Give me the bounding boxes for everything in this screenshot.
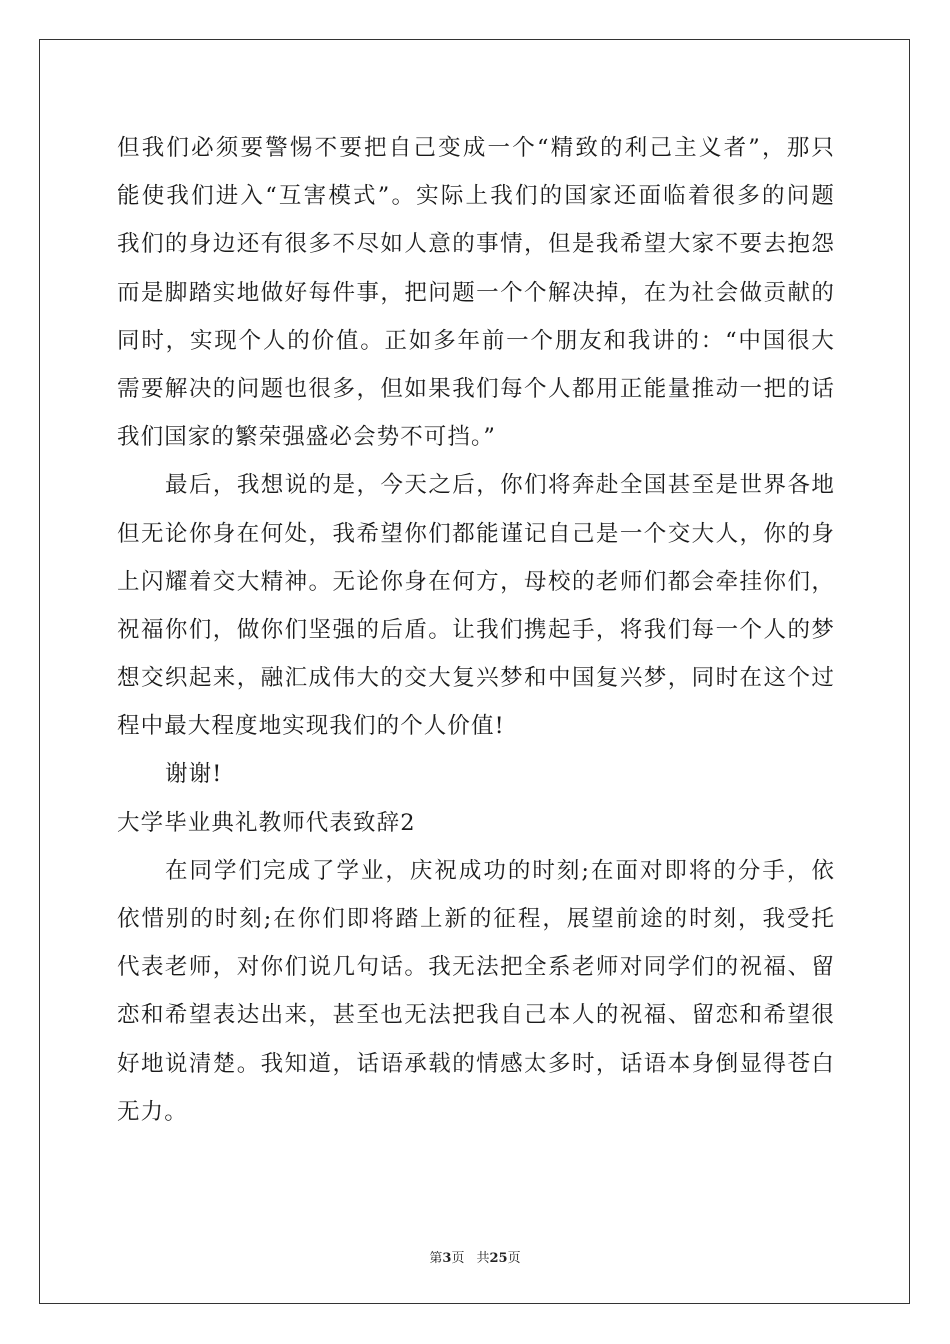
document-body [117,124,835,1136]
text-line: 祝福你们，做你们坚强的后盾。让我们携起手，将我们每一个人的梦 [117,616,835,643]
text-line: 程中最大程度地实现我们的个人价值! [117,713,505,740]
text-line: 无力。 [117,1098,188,1125]
text-line: 我们国家的繁荣强盛必会势不可挡。” [117,424,496,451]
text-line: 好地说清楚。我知道，话语承载的情感太多时，话语本身倒显得苍白 [117,1050,835,1077]
text-line: 想交织起来，融汇成伟大的交大复兴梦和中国复兴梦，同时在这个过 [117,665,835,692]
footer-prefix: 第 [429,1251,443,1266]
text-line: 在同学们完成了学业，庆祝成功的时刻;在面对即将的分手，依 [165,857,835,884]
total-pages: 25 [489,1251,508,1266]
footer-total-unit: 页 [507,1251,521,1266]
text-line: 谢谢! [165,761,223,788]
text-line: 需要解决的问题也很多，但如果我们每个人都用正能量推动一把的话 [117,375,835,402]
page-footer [0,1247,950,1266]
page-number: 3 [442,1251,452,1266]
footer-total-prefix: 共 [476,1251,490,1266]
text-line: 依惜别的时刻;在你们即将踏上新的征程，展望前途的时刻，我受托 [117,906,835,932]
text-line: 上闪耀着交大精神。无论你身在何方，母校的老师们都会牵挂你们， [117,568,835,595]
text-line: 而是脚踏实地做好每件事，把问题一个个解决掉，在为社会做贡献的 [117,279,835,306]
text-line: 能使我们进入“互害模式”。实际上我们的国家还面临着很多的问题 [117,183,835,210]
text-line: 代表老师，对你们说几句话。我无法把全系老师对同学们的祝福、留 [117,954,835,981]
text-line: 同时，实现个人的价值。正如多年前一个朋友和我讲的：“中国很大 [117,327,835,354]
section-heading: 大学毕业典礼教师代表致辞2 [117,809,416,836]
text-line: 但无论你身在何处，我希望你们都能谨记自己是一个交大人，你的身 [117,520,835,547]
text-line: 恋和希望表达出来，甚至也无法把我自己本人的祝福、留恋和希望很 [117,1002,835,1029]
footer-page-unit: 页 [451,1251,465,1266]
text-line: 我们的身边还有很多不尽如人意的事情，但是我希望大家不要去抱怨 [117,231,835,258]
text-line: 最后，我想说的是，今天之后，你们将奔赴全国甚至是世界各地 [165,472,835,499]
text-line: 但我们必须要警惕不要把自己变成一个“精致的利己主义者”，那只 [117,135,835,161]
